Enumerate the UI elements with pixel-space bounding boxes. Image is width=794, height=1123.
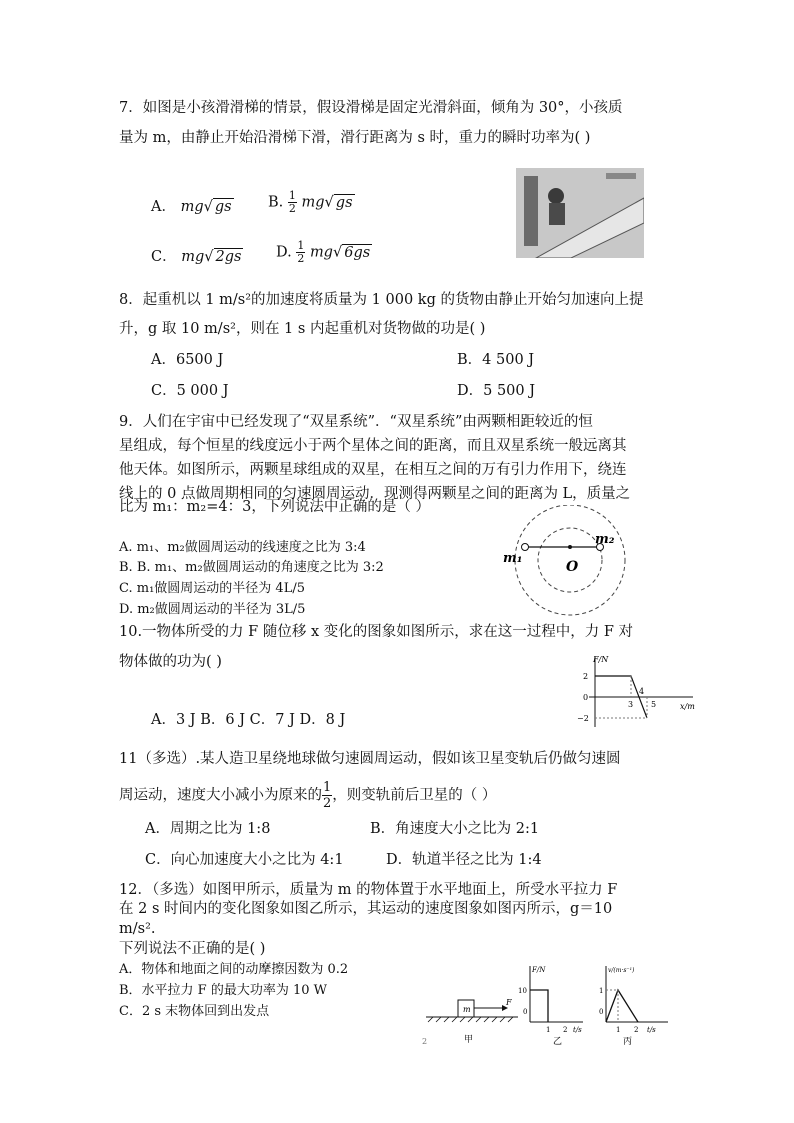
bing-ylabel: v/(m·s⁻¹) xyxy=(608,967,635,974)
yi-tick-10: 10 xyxy=(518,987,527,995)
q7-option-d-label: D. xyxy=(276,244,292,261)
q12-figures xyxy=(418,962,678,1052)
yi-tlabel: t/s xyxy=(573,1026,582,1034)
q7-option-a-expr: mg xyxy=(180,199,204,215)
jia-m: m xyxy=(463,1005,471,1014)
q7-option-a-root: gs xyxy=(214,199,232,215)
force-displacement-figure xyxy=(575,652,700,732)
fx-tick-5: 5 xyxy=(651,700,657,709)
q7-option-d: D. $\frac{1}{2}$ mg√ 6gs xyxy=(276,239,371,265)
q7-option-b-root: gs xyxy=(335,194,353,211)
label-o: O xyxy=(566,559,579,575)
q11-option-a: A．周期之比为 1:8 xyxy=(145,821,271,837)
slide-photo-illustration xyxy=(516,168,644,258)
q7-option-c-root: 2gs xyxy=(215,249,242,265)
q8-line2: 升，g 取 10 m/s²，则在 1 s 内起重机对货物做的功是( ) xyxy=(119,321,486,337)
q12-option-c: C．2 s 末物体回到出发点 xyxy=(119,1004,270,1019)
fx-tick-2: 2 xyxy=(583,672,589,681)
q9-line4: 线上的 0 点做周期相同的匀速圆周运动．现测得两颗星之间的距离为 L，质量之 xyxy=(119,486,631,502)
star-m1 xyxy=(522,544,529,551)
q11-line2-tail: ，则变轨前后卫星的（ ） xyxy=(332,787,497,804)
binary-star-figure xyxy=(500,505,640,620)
bing-tick-0: 0 xyxy=(599,1008,604,1016)
q12-option-a: A．物体和地面之间的动摩擦因数为 0.2 xyxy=(119,962,349,977)
q7-option-b-label: B. xyxy=(268,194,284,211)
q7-option-d-root: 6gs xyxy=(344,244,371,261)
q7-option-a-label: A． xyxy=(151,199,176,215)
yi-tick-2: 2 xyxy=(563,1026,568,1034)
center-o xyxy=(568,545,572,549)
q9-line1: 9．人们在宇宙中已经发现了“双星系统”．“双星系统”由两颗相距较近的恒 xyxy=(119,414,593,430)
fx-tick-4: 4 xyxy=(639,687,645,696)
q11-option-b: B．角速度大小之比为 2:1 xyxy=(370,821,540,837)
q8-option-c: C．5 000 J xyxy=(151,383,229,399)
q7-option-d-fraction: $\frac{1}{2}$ xyxy=(297,239,305,265)
q12-line3: m/s². xyxy=(119,921,156,937)
q7-option-d-expr: mg xyxy=(309,244,333,261)
q7-option-b-expr: mg xyxy=(301,194,325,211)
q8-option-a: A．6500 J xyxy=(151,352,224,368)
slide-photo xyxy=(516,168,644,258)
jia-f: F xyxy=(506,998,512,1007)
q7-option-c-expr: mg xyxy=(181,249,205,265)
q8-option-b: B．4 500 J xyxy=(457,352,535,368)
q11-line1: 11（多选）.某人造卫星绕地球做匀速圆周运动，假如该卫星变轨后仍做匀速圆 xyxy=(119,751,621,767)
q9-line3: 他天体。如图所示，两颗星球组成的双星，在相互之间的万有引力作用下，绕连 xyxy=(119,462,627,478)
bing-tick-1: 1 xyxy=(599,987,604,995)
jia-hatching xyxy=(428,1017,513,1022)
yi-ylabel: F/N xyxy=(532,966,546,974)
q7-option-c-label: C． xyxy=(151,249,177,265)
label-m2: m₂ xyxy=(595,532,615,547)
q10-line2: 物体做的功为( ) xyxy=(119,654,222,670)
q11-fraction: $\frac{1}{2}$ xyxy=(323,780,332,811)
q11-option-c: C．向心加速度大小之比为 4:1 xyxy=(145,852,344,868)
q12-line2: 在 2 s 时间内的变化图象如图乙所示，其运动的速度图象如图丙所示，g＝10 xyxy=(119,901,613,917)
q8-option-d: D．5 500 J xyxy=(457,383,536,399)
q12-line1: 12．（多选）如图甲所示，质量为 m 的物体置于水平地面上，所受水平拉力 F xyxy=(119,882,618,898)
stray-mark: 2 xyxy=(422,1037,428,1046)
label-yi: 乙 xyxy=(553,1037,563,1047)
q9-line2: 星组成，每个恒星的线度远小于两个星体之间的距离，而且双星系统一般远离其 xyxy=(119,438,627,454)
q7-line1: 7．如图是小孩滑滑梯的情景，假设滑梯是固定光滑斜面，倾角为 30°，小孩质 xyxy=(119,100,623,116)
bing-curve xyxy=(606,990,638,1022)
q7-option-b-fraction: $\frac{1}{2}$ xyxy=(288,189,296,215)
q9-option-b: B. B. m₁、m₂做圆周运动的角速度之比为 3:2 xyxy=(119,560,384,575)
q9-option-c: C. m₁做圆周运动的半径为 4L/5 xyxy=(119,581,305,596)
label-m1: m₁ xyxy=(503,551,523,566)
q12-option-b: B．水平拉力 F 的最大功率为 10 W xyxy=(119,983,328,998)
q7-option-a: A． mg√ gs xyxy=(151,199,232,215)
label-jia: 甲 xyxy=(464,1035,474,1045)
label-bing: 丙 xyxy=(623,1037,633,1047)
q11-line2-text: 周运动，速度大小减小为原来的 xyxy=(119,787,322,804)
q7-option-b: B. $\frac{1}{2}$ mg√ gs xyxy=(268,189,353,215)
yi-tick-1: 1 xyxy=(546,1026,551,1034)
q7-line2: 量为 m，由静止开始沿滑梯下滑，滑行距离为 s 时，重力的瞬时功率为( ) xyxy=(119,130,591,146)
q7-option-c: C． mg√ 2gs xyxy=(151,249,242,265)
q9-option-d: D. m₂做圆周运动的半径为 3L/5 xyxy=(119,602,306,617)
bing-tlabel: t/s xyxy=(647,1026,656,1034)
yi-curve xyxy=(530,990,548,1022)
q9-option-a: A. m₁、m₂做圆周运动的线速度之比为 3:4 xyxy=(119,540,366,555)
q10-line1: 10.一物体所受的力 F 随位移 x 变化的图象如图所示，求在这一过程中，力 F 对 xyxy=(119,624,634,640)
fx-tick-0: 0 xyxy=(583,693,589,702)
bing-tick-x1: 1 xyxy=(616,1026,621,1034)
bing-tick-x2: 2 xyxy=(634,1026,639,1034)
fx-xlabel: x/m xyxy=(680,702,695,711)
fx-ylabel: F/N xyxy=(593,655,609,664)
q11-option-d: D．轨道半径之比为 1:4 xyxy=(386,852,542,868)
q9-line5: 比为 m₁：m₂=4：3，下列说法中正确的是（ ） xyxy=(119,499,430,515)
fx-tick-n2: −2 xyxy=(577,714,589,723)
q10-options: A．3 J B．6 J C．7 J D．8 J xyxy=(151,712,346,728)
yi-tick-0: 0 xyxy=(523,1008,528,1016)
q8-line1: 8．起重机以 1 m/s²的加速度将质量为 1 000 kg 的货物由静止开始匀加速向上提 xyxy=(119,292,644,308)
q12-line4: 下列说法不正确的是( ) xyxy=(119,941,266,957)
q11-line2 xyxy=(119,780,496,811)
fx-tick-3: 3 xyxy=(628,700,634,709)
